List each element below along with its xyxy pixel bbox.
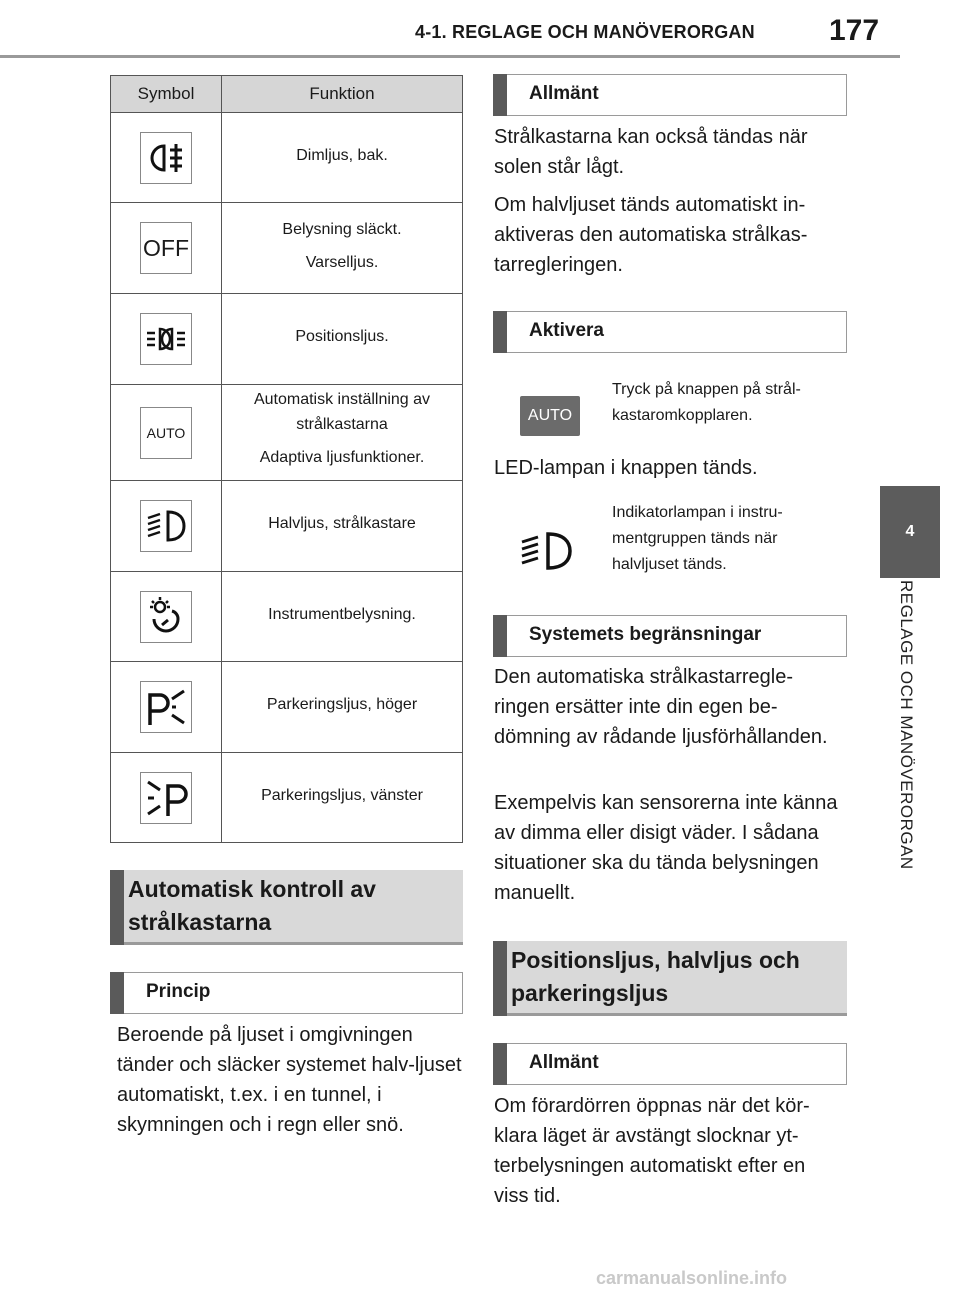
table-row	[111, 481, 463, 572]
table-row	[111, 113, 463, 203]
general-paragraph-1: Strålkastarna kan också tändas när solen står lågt.	[494, 126, 808, 178]
function-text: Belysning släckt.	[282, 221, 402, 238]
subheading-general	[493, 74, 847, 116]
watermark: carmanualsonline.info	[596, 1268, 788, 1288]
off-text-icon: OFF	[140, 222, 192, 274]
subheading-activate	[493, 311, 847, 353]
chapter-tab: 4	[880, 486, 940, 578]
heading-position-lights	[493, 941, 847, 1016]
limits-paragraph-2: Exempelvis kan sensorerna inte känna av dimma eller disigt väder. I sådana situationer ska du tända belysningen manuellt.	[494, 792, 838, 904]
indicator-paragraph: Indikatorlampan i instru-mentgruppen tänds när halvljuset tänds.	[612, 504, 783, 573]
subheading-text: Allmänt	[529, 1052, 599, 1073]
section-title: 4-1. REGLAGE OCH MANÖVERORGAN	[415, 22, 755, 42]
position-lights-paragraph: Om förardörren öppnas när det kör-klara läget är avstängt slocknar yt-terbelysningen automatiskt efter en viss tid.	[494, 1095, 810, 1207]
heading-text: Positionsljus, halvljus och parkeringsljus	[511, 947, 800, 1006]
header-rule	[0, 55, 900, 58]
heading-auto-headlight-control	[110, 870, 463, 945]
page-number: 177	[829, 14, 880, 47]
table-row	[111, 203, 463, 294]
chapter-label: REGLAGE OCH MANÖVERORGAN	[897, 580, 916, 870]
auto-text-icon: AUTO	[140, 407, 192, 459]
general-paragraph-2: Om halvljuset tänds automatiskt in-aktiveras den automatiska strålkas-tarregleringen.	[494, 194, 808, 276]
parking-light-right-icon	[140, 681, 192, 733]
table-row	[111, 294, 463, 385]
led-paragraph: LED-lampan i knappen tänds.	[494, 457, 758, 479]
function-text: Dimljus, bak.	[296, 147, 388, 164]
instrument-lighting-icon	[140, 591, 192, 643]
function-text: Automatisk inställning av strålkastarna	[253, 391, 431, 433]
symbol-table	[110, 75, 463, 843]
subheading-text: Systemets begränsningar	[529, 624, 762, 645]
limits-paragraph-1: Den automatiska strålkastarregle-ringen ersätter inte din egen be-dömning av rådande ljusförhållanden.	[494, 666, 828, 748]
table-row	[111, 662, 463, 753]
subheading-general-2	[493, 1043, 847, 1085]
table-row	[111, 753, 463, 843]
subheading-text: Allmänt	[529, 83, 599, 104]
auto-instruction: Tryck på knappen på strål-kastaromkopplaren.	[612, 381, 801, 424]
subheading-text: Aktivera	[529, 320, 604, 341]
rear-fog-light-icon	[140, 132, 192, 184]
subheading-text: Princip	[146, 981, 211, 1002]
function-text: Parkeringsljus, vänster	[261, 787, 423, 804]
table-header-row	[111, 76, 463, 113]
function-text: Varselljus.	[305, 254, 379, 271]
function-text: Positionsljus.	[295, 328, 389, 345]
position-lights-icon	[140, 313, 192, 365]
heading-text: Automatisk kontroll av strålkastarna	[128, 876, 376, 935]
principle-paragraph: Beroende på ljuset i omgivningen tänder och släcker systemet halv-ljuset automatiskt, t.ex. i en tunnel, i skymningen och i regn eller snö.	[117, 1024, 462, 1136]
low-beam-indicator-icon	[520, 526, 576, 581]
function-text: Parkeringsljus, höger	[266, 696, 418, 713]
low-beam-icon	[140, 500, 192, 552]
function-text: Adaptiva ljusfunktioner.	[259, 449, 425, 466]
function-text: Halvljus, strålkastare	[268, 515, 416, 532]
subheading-system-limits	[493, 615, 847, 657]
function-text: Instrumentbelysning.	[268, 606, 416, 623]
header-symbol: Symbol	[111, 76, 222, 113]
table-row	[111, 572, 463, 662]
auto-button-icon: AUTO	[520, 396, 580, 436]
table-row	[111, 385, 463, 481]
header-function: Funktion	[222, 76, 463, 113]
parking-light-left-icon	[140, 772, 192, 824]
subheading-principle	[110, 972, 463, 1014]
